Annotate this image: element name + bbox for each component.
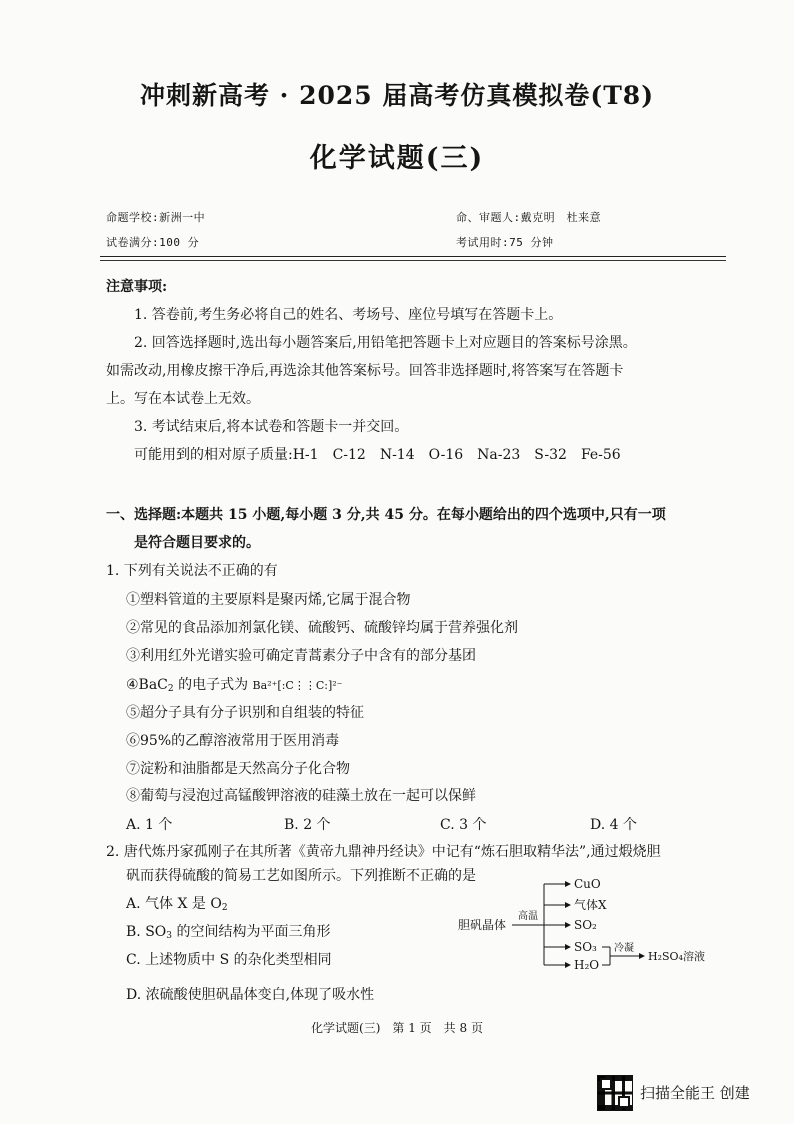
question-1-statement-6: ⑥95%的乙醇溶液常用于医用消毒 [126, 733, 340, 749]
notice-item-2-line-2: 如需改动,用橡皮擦干净后,再选涂其他答案标号。回答非选择题时,将答案写在答题卡 [106, 363, 624, 379]
school-label: 命题学校:新洲一中 [106, 211, 206, 224]
time-label: 考试用时:75 分钟 [456, 236, 554, 249]
header-rule-top [100, 256, 726, 257]
notice-item-2-line-1: 2. 回答选择题时,选出每小题答案后,用铅笔把答题卡上对应题目的答案标号涂黑。 [134, 335, 637, 351]
statement-4-mid: 的电子式为 [173, 677, 253, 693]
exam-title: 冲刺新高考 · 2025 届高考仿真模拟卷(T8) [139, 81, 655, 110]
atomic-masses: 可能用到的相对原子质量:H-1 C-12 N-14 O-16 Na-23 S-32 Fe-56 [134, 447, 621, 463]
option-b-suffix: 的空间结构为平面三角形 [172, 924, 331, 940]
source-label: 胆矾晶体 [458, 918, 507, 932]
product-2-label: 气体X [574, 898, 607, 912]
header-rule-bottom [100, 260, 726, 261]
product-3-label: SO₂ [574, 918, 597, 932]
option-a-subscript: 2 [221, 903, 228, 913]
question-1-statement-4 [126, 675, 342, 699]
page-footer: 化学试题(三) 第 1 页 共 8 页 [311, 1021, 483, 1035]
question-1-statement-7: ⑦淀粉和油脂都是天然高分子化合物 [126, 761, 350, 777]
option-a-text: A. 气体 X 是 O [126, 896, 222, 912]
question-1-option-a: A. 1 个 [126, 817, 173, 833]
notice-item-2-line-3: 上。写在本试卷上无效。 [106, 391, 260, 407]
section-heading-line-1: 一、选择题:本题共 15 小题,每小题 3 分,共 45 分。在每小题给出的四个选项中,只有一项 [106, 507, 666, 523]
question-2-option-b [126, 921, 330, 941]
question-1-statement-3: ③利用红外光谱实验可确定青蒿素分子中含有的部分基团 [126, 648, 476, 664]
condense-label: 冷凝 [614, 943, 634, 954]
exam-subtitle: 化学试题(三) [309, 143, 485, 174]
question-2-option-a [126, 893, 228, 913]
question-1-statement-2: ②常见的食品添加剂氯化镁、硫酸钙、硫酸锌均属于营养强化剂 [126, 620, 518, 636]
question-2-stem-line-2: 矾而获得硫酸的简易工艺如图所示。下列推断不正确的是 [126, 868, 476, 884]
notice-heading: 注意事项: [106, 279, 168, 295]
question-1-statement-1: ①塑料管道的主要原料是聚丙烯,它属于混合物 [126, 592, 411, 608]
question-1-statement-8: ⑧葡萄与浸泡过高锰酸钾溶液的硅藻土放在一起可以保鲜 [126, 788, 476, 804]
score-label: 试卷满分:100 分 [106, 236, 200, 249]
option-b-subscript: 3 [166, 931, 172, 941]
scanner-watermark: 扫描全能王 创建 [640, 1084, 750, 1102]
option-b-prefix: B. SO [126, 924, 167, 940]
statement-4-subscript: 2 [167, 684, 174, 694]
notice-item-3: 3. 考试结束后,将本试卷和答题卡一并交回。 [134, 419, 409, 435]
condition-label: 高温 [518, 911, 538, 922]
question-1-option-b: B. 2 个 [284, 817, 331, 833]
qr-code-icon [597, 1075, 633, 1111]
question-2-option-d: D. 浓硫酸使胆矾晶体变白,体现了吸水性 [126, 987, 375, 1003]
electron-formula: Ba²⁺[:C⋮⋮C:]²⁻ [252, 679, 343, 692]
statement-4-prefix: ④BaC [126, 677, 168, 693]
question-1-option-d: D. 4 个 [590, 817, 637, 833]
question-2-option-c: C. 上述物质中 S 的杂化类型相同 [126, 952, 332, 968]
reviewers-label: 命、审题人:戴克明 杜来意 [456, 211, 602, 224]
product-1-label: CuO [574, 877, 601, 891]
reaction-flow-diagram [458, 874, 758, 974]
question-1-statement-5: ⑤超分子具有分子识别和自组装的特征 [126, 705, 364, 721]
question-1-stem: 1. 下列有关说法不正确的有 [106, 563, 278, 579]
section-heading-line-2: 是符合题目要求的。 [134, 535, 260, 551]
product-4-label: SO₃ [574, 940, 597, 954]
product-5-label: H₂O [574, 958, 600, 972]
question-2-stem-line-1: 2. 唐代炼丹家孤刚子在其所著《黄帝九鼎神丹经诀》中记有“炼石胆取精华法”,通过煅烧胆 [106, 844, 661, 860]
final-product-label: H₂SO₄溶液 [648, 950, 705, 963]
question-1-option-c: C. 3 个 [440, 817, 487, 833]
notice-item-1: 1. 答卷前,考生务必将自己的姓名、考场号、座位号填写在答题卡上。 [134, 307, 563, 323]
